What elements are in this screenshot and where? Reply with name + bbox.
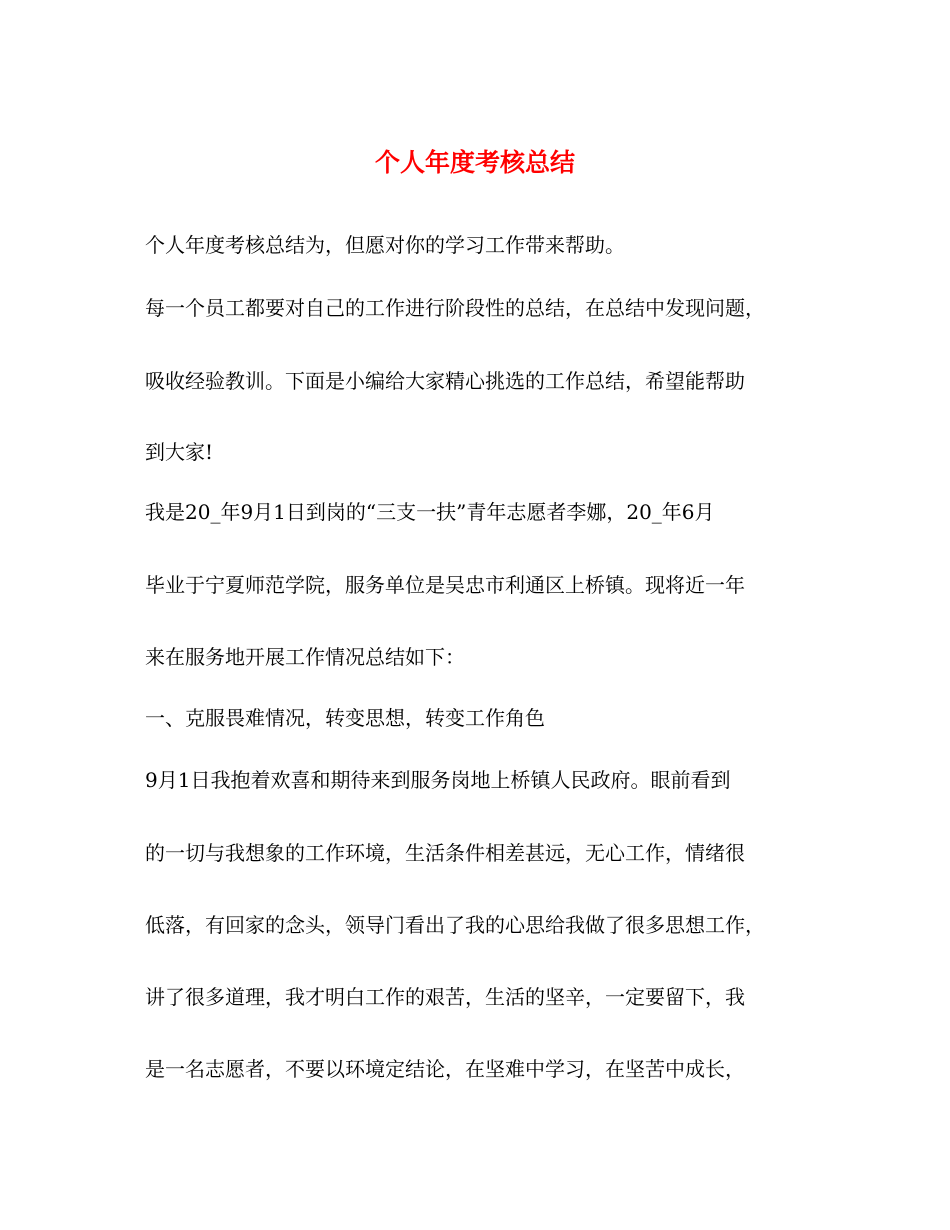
- body-line: 低落，有回家的念头，领导门看出了我的心思给我做了很多思想工作，: [145, 913, 765, 937]
- document-title: 个人年度考核总结: [374, 148, 575, 177]
- body-line: 是一名志愿者，不要以环境定结论，在坚难中学习，在坚苦中成长，: [145, 1057, 745, 1081]
- section-heading: 一、克服畏难情况，转变思想，转变工作角色: [145, 706, 545, 730]
- body-line: 9月1日我抱着欢喜和期待来到服务岗地上桥镇人民政府。眼前看到: [145, 768, 731, 792]
- body-line: 来在服务地开展工作情况总结如下：: [145, 645, 465, 669]
- body-line: 我是20_年9月1日到岗的“三支一扶”青年志愿者李娜，20_年6月: [145, 500, 715, 524]
- body-line: 每一个员工都要对自己的工作进行阶段性的总结，在总结中发现问题，: [145, 296, 765, 320]
- body-line: 吸收经验教训。下面是小编给大家精心挑选的工作总结，希望能帮助: [145, 369, 745, 393]
- body-line-intro: 个人年度考核总结为，但愿对你的学习工作带来帮助。: [145, 233, 625, 257]
- body-line: 毕业于宁夏师范学院，服务单位是吴忠市利通区上桥镇。现将近一年: [145, 573, 745, 597]
- body-line: 的一切与我想象的工作环境，生活条件相差甚远，无心工作，情绪很: [145, 841, 745, 865]
- body-line: 讲了很多道理，我才明白工作的艰苦，生活的坚辛，一定要留下，我: [145, 985, 745, 1009]
- body-line: 到大家!: [145, 440, 214, 464]
